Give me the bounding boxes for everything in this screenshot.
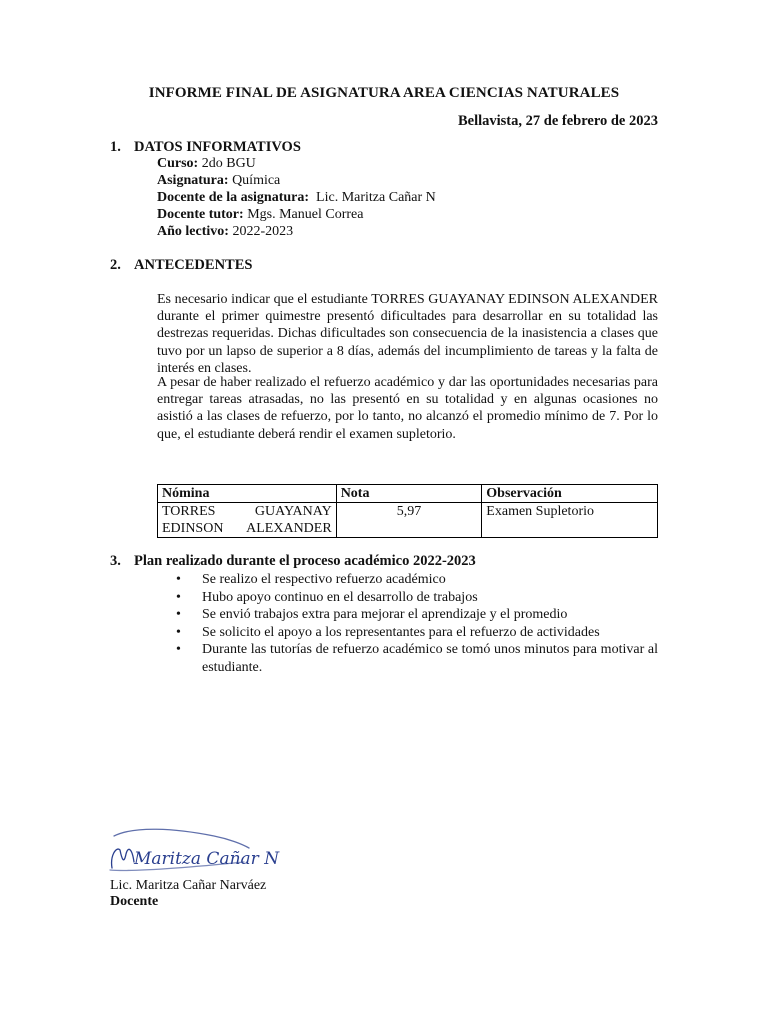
date-line: Bellavista, 27 de febrero de 2023 [457,113,658,129]
info-label: Docente de la asignatura: [157,190,310,205]
section-heading-plan [110,553,476,570]
section-number: 1. [110,139,121,155]
info-value: Lic. Maritza Cañar N [309,190,436,205]
header-nota: Nota [336,485,482,503]
section-number: 3. [110,553,121,569]
info-docente [157,189,436,206]
cell-observacion: Examen Supletorio [482,503,658,538]
cell-nomina: TORRES GUAYANAY EDINSON ALEXANDER [158,503,337,538]
list-item-text: Se realizo el respectivo refuerzo académico [202,572,446,587]
grades-table [157,484,658,538]
table-row [158,503,658,538]
cell-nota: 5,97 [336,503,482,538]
info-label: Docente tutor: [157,207,244,222]
list-item [157,641,658,676]
handwritten-signature [104,826,280,878]
list-item-text: Se solicito el apoyo a los representantes para el refuerzo de actividades [202,624,600,640]
list-item-text: Se envió trabajos extra para mejorar el aprendizaje y el promedio [202,607,568,623]
section-heading-datos [110,139,301,156]
plan-list [157,571,658,677]
info-anio [157,223,436,240]
table-header-row [158,485,658,503]
bullet-icon: • [176,572,181,587]
section-title: Plan realizado durante el proceso académico 2022-2023 [134,553,476,569]
info-value: Química [228,173,281,188]
signer-name: Lic. Maritza Cañar Narváez [110,878,267,893]
section-number: 2. [110,257,121,273]
section-title: ANTECEDENTES [134,257,253,273]
info-value: 2022-2023 [228,224,294,239]
bullet-icon: • [176,589,181,605]
header-nomina: Nómina [158,485,337,503]
info-label: Año lectivo: [157,224,229,239]
info-label: Curso: [157,156,199,171]
section-heading-antecedentes [110,257,252,274]
section-title: DATOS INFORMATIVOS [134,139,301,155]
document-title: INFORME FINAL DE ASIGNATURA AREA CIENCIAS NATURALES [148,85,620,101]
list-item [157,571,658,589]
list-item [157,589,658,607]
list-item-text: Durante las tutorías de refuerzo académico se tomó unos minutos para motivar al estudiante. [202,642,658,675]
info-curso [157,155,436,172]
antecedentes-paragraph-1: Es necesario indicar que el estudiante TORRES GUAYANAY EDINSON ALEXANDER durante el primer quimestre presentó dificultades para desarrollar en su totalidad las destrezas requeridas. Dichas dificultades son consecuencia de la inasistencia a clases que tuvo por un lapso de superior a 8 días, además del incumplimiento de tareas y la falta de interés en clases. [157,292,658,376]
info-label: Asignatura: [157,173,229,188]
antecedentes-paragraph-2: A pesar de haber realizado el refuerzo académico y dar las oportunidades necesarias para entregar tareas atrasadas, no las presentó en su totalidad y en algunas ocasiones no asistió a las clases de refuerzo, por lo tanto, no alcanzó el promedio mínimo de 7. Por lo que, el estudiante deberá rendir el examen supletorio. [157,375,658,442]
info-value: 2do BGU [198,156,256,171]
bullet-icon: • [176,642,181,658]
signer-role: Docente [110,894,159,909]
bullet-icon: • [176,607,181,623]
signature-script: Maritza Cañar N [134,849,280,869]
header-observacion: Observación [482,485,658,503]
info-tutor [157,206,436,223]
list-item-text: Hubo apoyo continuo en el desarrollo de trabajos [202,589,478,605]
list-item [157,606,658,624]
bullet-icon: • [176,624,181,640]
info-value: Mgs. Manuel Correa [243,207,364,222]
info-block [157,155,436,240]
list-item [157,624,658,642]
info-asignatura [157,172,436,189]
